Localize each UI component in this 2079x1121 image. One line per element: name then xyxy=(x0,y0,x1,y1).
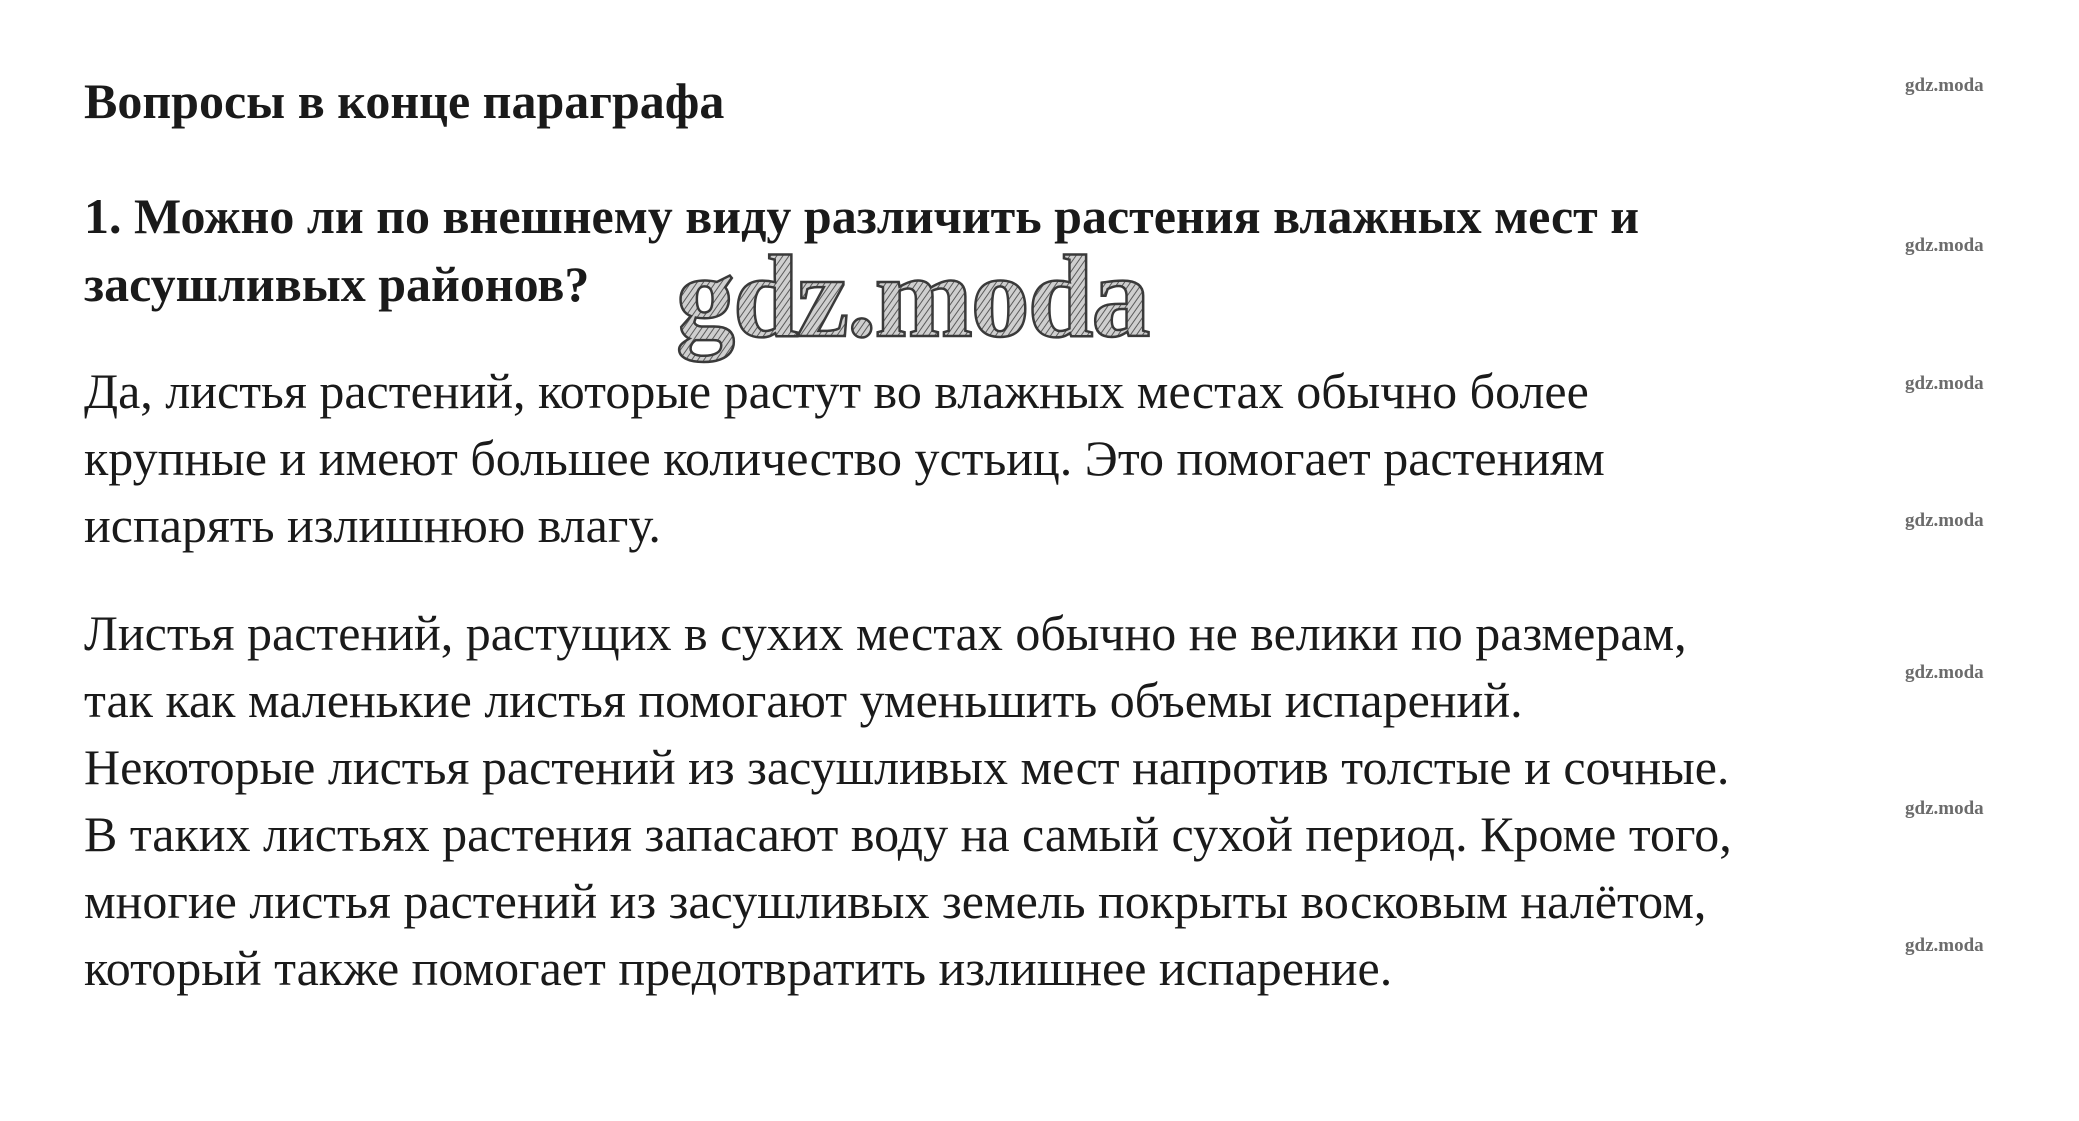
question-line: засушливых районов? xyxy=(84,256,590,312)
watermark-small: gdz.moda xyxy=(1905,75,1984,96)
answer-line: Листья растений, растущих в сухих местах обычно не велики по размерам, xyxy=(84,605,1687,661)
watermark-small: gdz.moda xyxy=(1905,510,1984,531)
watermark-small: gdz.moda xyxy=(1905,935,1984,956)
question-line: 1. Можно ли по внешнему виду различить растения влажных мест и xyxy=(84,188,1640,244)
watermark-small: gdz.moda xyxy=(1905,662,1984,683)
section-heading: Вопросы в конце параграфа xyxy=(84,73,725,129)
answer-paragraph-2 xyxy=(84,600,2044,1002)
watermark-small: gdz.moda xyxy=(1905,235,1984,256)
watermark-logo-text: gdz.moda xyxy=(676,236,1149,362)
answer-line: В таких листьях растения запасают воду на самый сухой период. Кроме того, xyxy=(84,806,1732,862)
answer-line: многие листья растений из засушливых земель покрыты восковым налётом, xyxy=(84,873,1707,929)
answer-line: испарять излишнюю влагу. xyxy=(84,497,661,553)
answer-line: Некоторые листья растений из засушливых мест напротив толстые и сочные. xyxy=(84,739,1730,795)
watermark-small: gdz.moda xyxy=(1905,798,1984,819)
answer-line: который также помогает предотвратить излишнее испарение. xyxy=(84,940,1393,996)
answer-line: крупные и имеют большее количество устьиц. Это помогает растениям xyxy=(84,430,1605,486)
watermark-logo xyxy=(668,236,1268,366)
answer-line: Да, листья растений, которые растут во влажных местах обычно более xyxy=(84,363,1589,419)
watermark-small: gdz.moda xyxy=(1905,373,1984,394)
answer-line: так как маленькие листья помогают уменьшить объемы испарений. xyxy=(84,672,1523,728)
answer-paragraph-1 xyxy=(84,358,2044,559)
